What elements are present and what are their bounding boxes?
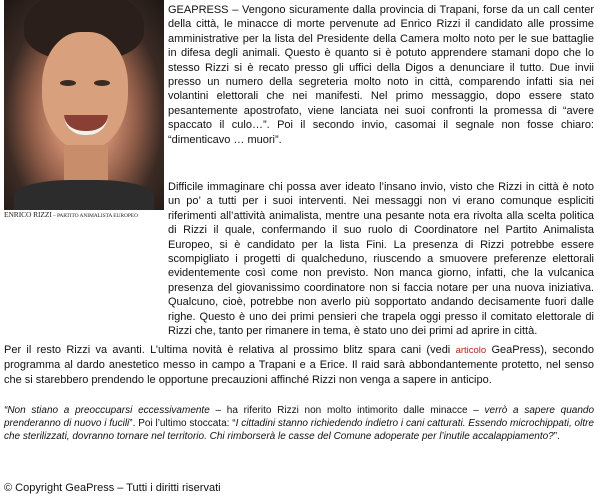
caption-name: ENRICO RIZZI	[4, 210, 52, 219]
quote-3: I cittadini stanno richiedendo indietro i cani catturati. Essendo microchippati, oltre che sterilizzati, dovranno tornare nel territorio. Chi rimborserà le casse del Comune adoperate per l’inutile accalappiamento?	[4, 418, 594, 443]
paragraph-4-mid-2: ”. Poi l’ultimo stoccata: “	[129, 418, 236, 430]
photo-caption	[4, 210, 174, 219]
paragraph-4-end: ”.	[553, 431, 560, 443]
paragraph-3-after: GeaPress), secondo programma al dardo anestetico messo in campo a Trapani e a Erice. Il raid sarà abbondantemente protetto, nel senso che si starebbero prendendo le opportune precauzioni affinché Rizzi non venga a sapere in anticipo.	[4, 344, 594, 386]
paragraph-2: Difficile immaginare chi possa aver ideato l’insano invio, visto che Rizzi in città è noto un po’ a tutti per i suoi interventi. Nei messaggi non vi erano comunque espliciti riferimenti all’attività animalista, mentre una pesante nota era rivolta alla scelta politica di Rizzi il quale, confermando il suo ruolo di Coordinatore nel Partito Animalista Europeo, si è candidato per la lista Fini. La presenza di Rizzi potrebbe essere scompigliato i progetti di qualcheduno, riuscendo a smuovere preferenze elettorali evidentemente così come non previsto. Non manca giorno, infatti, che la vulcanica presenza del giovanissimo coordinatore non si faccia notare per una nuova iniziativa. Qualcuno, cioè, potrebbe non averlo più sopportato andando decisamente fuori dalle righe. Questo è uno dei primi pensieri che trapela oggi presso il comitato elettorale di Rizzi che, tanto per rimanere in tema, è stato uno dei primi ad aprire in città.	[168, 181, 594, 338]
quote-1: “Non stiano a preoccuparsi eccessivamente	[4, 405, 210, 416]
paragraph-3-before: Per il resto Rizzi va avanti. L’ultima novità è relativa al prossimo blitz spara cani (vedi	[4, 344, 456, 356]
photo-box	[4, 0, 164, 225]
paragraph-4	[4, 404, 594, 444]
article-link[interactable]: articolo	[455, 345, 487, 356]
paragraph-3	[4, 343, 594, 387]
paragraph-1: GEAPRESS – Vengono sicuramente dalla provincia di Trapani, forse da un call center della città, le minacce di morte pervenute ad Enrico Rizzi il candidato alle prossime amministrative per la lista del Presidente della Camera molto noto per le sue battaglie in difesa degli animali. Questo è quanto si è potuto apprendere stamani dopo che lo stesso Rizzi si è recato presso gli uffici della Digos a denunciare il tutto. Due invii presso un numero della segreteria molto noto in città, comparendo infatti sia nei volantini elettorali che nei manifesti. Nel primo messaggio, dopo essere stato pesantemente apostrofato, viene lanciata nei suoi confronti la promessa di “avere spaccato il culo…”. Poi il secondo invio, casomai il segnale non fosse chiaro: “dimenticavo … muori”.	[168, 4, 594, 146]
paragraph-4-mid-1: – ha riferito Rizzi non molto intimorito dalle minacce –	[209, 405, 485, 416]
quote-2: verrò a sapere quando prenderanno di nuovo i fucili	[4, 405, 595, 430]
caption-sub: – PARTITO ANIMALISTA EUROPEO	[51, 213, 138, 219]
portrait-photo	[4, 0, 164, 210]
copyright-footer: © Copyright GeaPress – Tutti i diritti riservati	[4, 482, 221, 494]
